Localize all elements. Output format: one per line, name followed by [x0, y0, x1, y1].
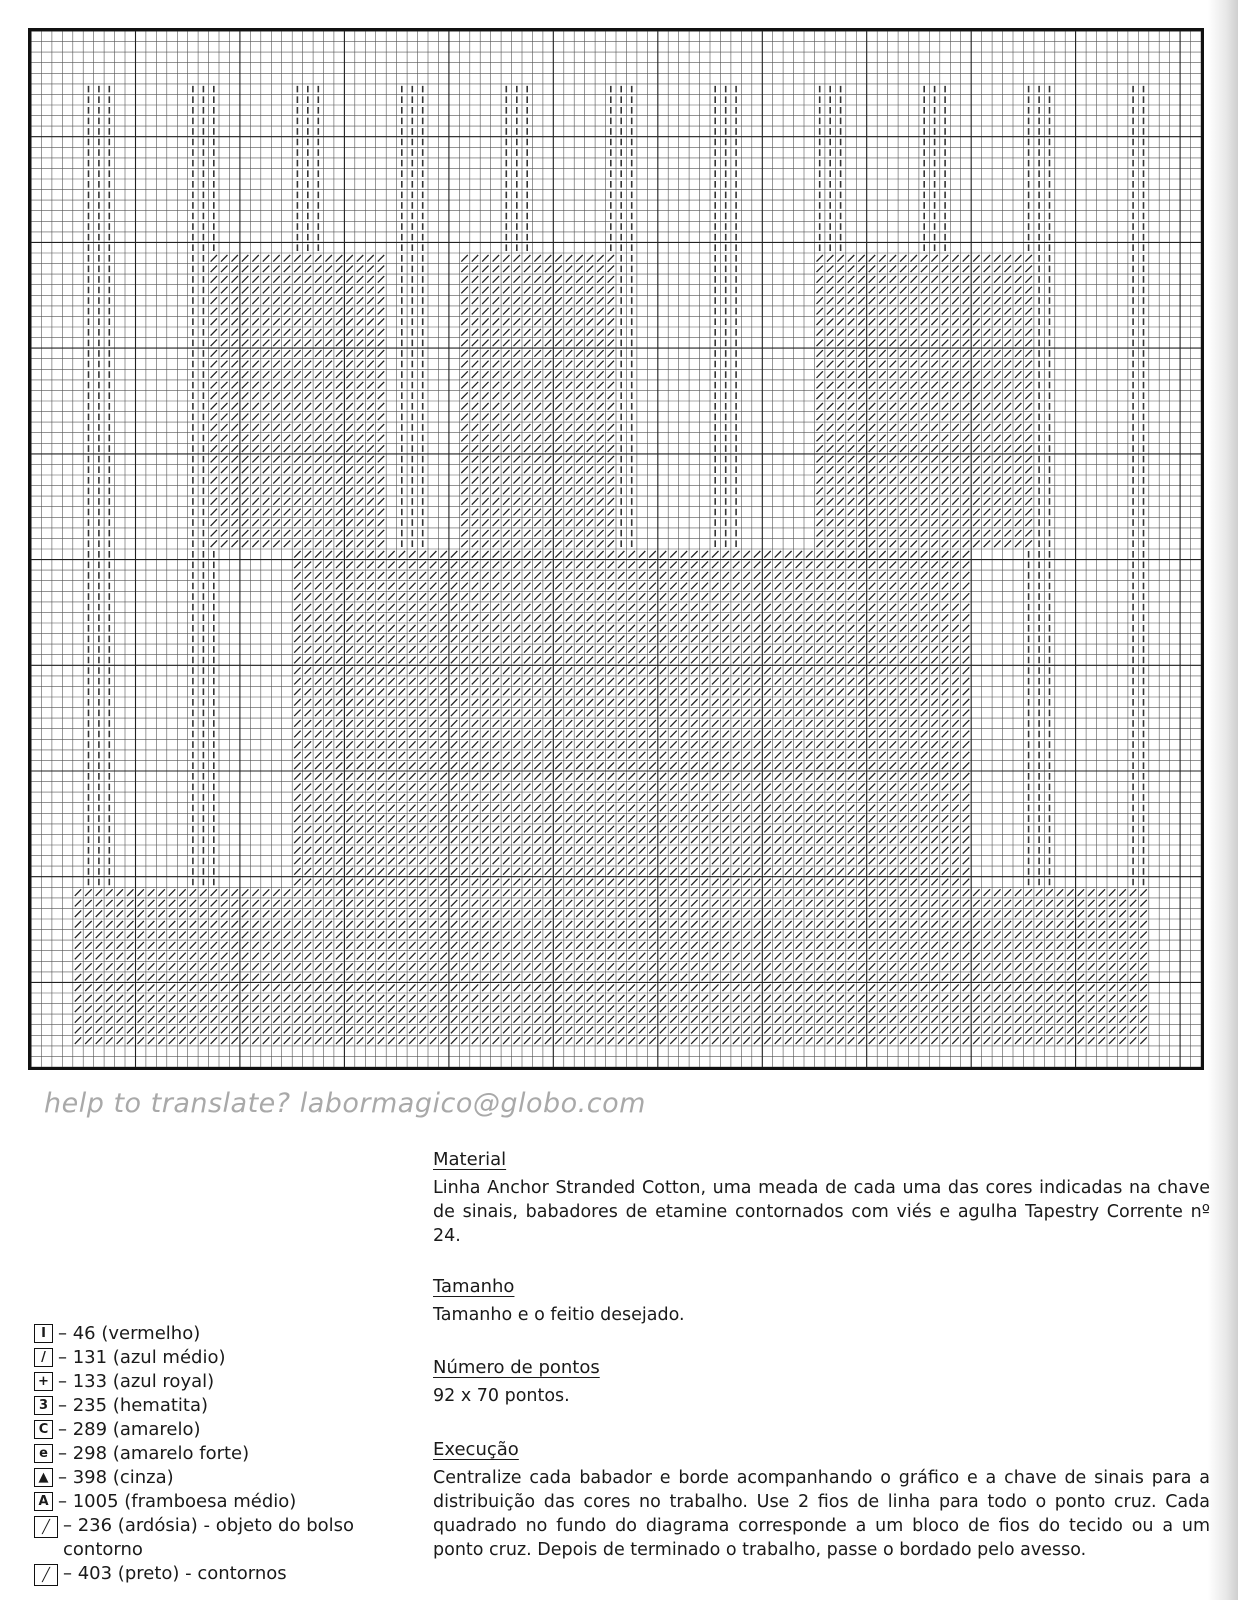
- pontos-section: [433, 1356, 1210, 1408]
- legend-item: [34, 1322, 429, 1346]
- diagonal-stitches: [75, 255, 1147, 1044]
- legend-item: [34, 1346, 429, 1370]
- chart-grid: [31, 31, 1201, 1067]
- legend-symbol: I: [34, 1324, 53, 1343]
- color-key-legend: [34, 1322, 429, 1586]
- legend-label: – 1005 (framboesa médio): [58, 1491, 297, 1512]
- execucao-section: [433, 1438, 1210, 1562]
- legend-item: [34, 1514, 429, 1562]
- legend-symbol: /: [34, 1348, 53, 1367]
- legend-symbol: ╱: [34, 1516, 58, 1538]
- legend-symbol: ▲: [34, 1468, 53, 1487]
- legend-item: [34, 1370, 429, 1394]
- legend-item: [34, 1394, 429, 1418]
- legend-label: – 289 (amarelo): [58, 1419, 201, 1440]
- legend-label: – 398 (cinza): [58, 1467, 174, 1488]
- legend-symbol: +: [34, 1372, 53, 1391]
- stitch-pattern: [31, 31, 1201, 1067]
- legend-label: – 236 (ardósia) - objeto do bolso contorno: [63, 1515, 360, 1560]
- pontos-text: 92 x 70 pontos.: [433, 1386, 570, 1406]
- material-text: Linha Anchor Stranded Cotton, uma meada de cada uma das cores indicadas na chave de sinais, babadores de etamine contornados com viés e agulha Tapestry Corrente nº 24.: [433, 1178, 1210, 1246]
- legend-label: – 298 (amarelo forte): [58, 1443, 250, 1464]
- legend-symbol: ╱: [34, 1564, 58, 1586]
- pontos-heading: Número de pontos: [433, 1357, 600, 1378]
- material-section: [433, 1148, 1210, 1248]
- legend-item: [34, 1466, 429, 1490]
- tamanho-text: Tamanho e o feitio desejado.: [433, 1305, 685, 1325]
- legend-symbol: e: [34, 1444, 53, 1463]
- legend-item: [34, 1418, 429, 1442]
- legend-label: – 46 (vermelho): [58, 1323, 201, 1344]
- legend-symbol: C: [34, 1420, 53, 1439]
- legend-item: [34, 1562, 429, 1586]
- tamanho-heading: Tamanho: [433, 1276, 515, 1297]
- legend-label: – 133 (azul royal): [58, 1371, 215, 1392]
- execucao-heading: Execução: [433, 1439, 519, 1460]
- legend-symbol: A: [34, 1492, 53, 1511]
- grid-lines: [31, 31, 1201, 1067]
- legend-label: – 131 (azul médio): [58, 1347, 226, 1368]
- legend-label: – 403 (preto) - contornos: [63, 1563, 287, 1584]
- cross-stitch-chart: [28, 28, 1204, 1070]
- watermark: help to translate? labormagico@globo.com: [44, 1088, 646, 1119]
- execucao-text: Centralize cada babador e borde acompanhando o gráfico e a chave de sinais para a distribuição das cores no trabalho. Use 2 fios de linha para todo o ponto cruz. Cada quadrado no fundo do diagrama corresponde a um bloco de fios do tecido ou a um ponto cruz. Depois de terminado o trabalho, passe o bordado pelo avesso.: [433, 1468, 1210, 1560]
- page-edge-shadow: [1208, 0, 1238, 1600]
- material-heading: Material: [433, 1149, 507, 1170]
- legend-label: – 235 (hematita): [58, 1395, 209, 1416]
- legend-symbol: 3: [34, 1396, 53, 1415]
- legend-item: [34, 1442, 429, 1466]
- tamanho-section: [433, 1275, 1210, 1327]
- legend-item: [34, 1490, 429, 1514]
